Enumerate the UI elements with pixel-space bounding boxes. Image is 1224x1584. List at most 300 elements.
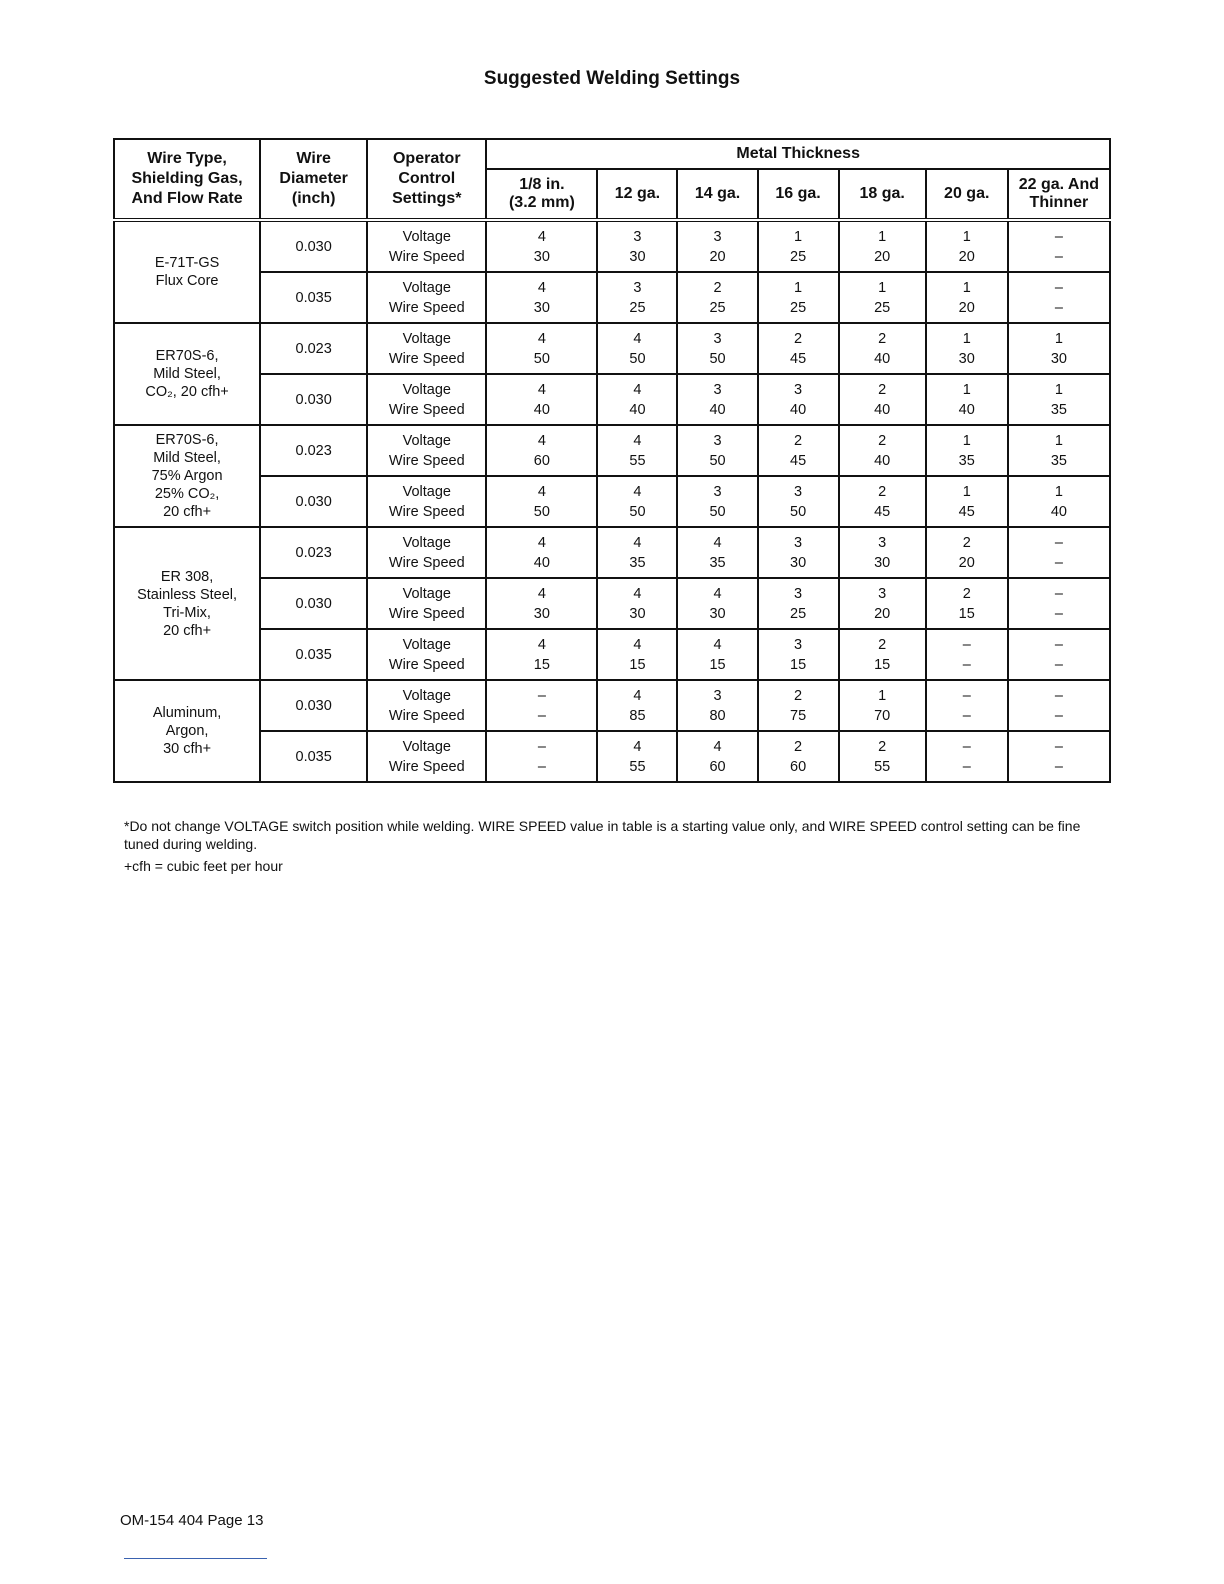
- wire-speed-value: 30: [629, 605, 646, 622]
- material-text-line: ER70S-6,: [155, 432, 219, 448]
- material-text-line: ER70S-6,: [155, 348, 219, 364]
- material-text-line: 20 cfh+: [163, 622, 212, 639]
- header-thickness: [597, 169, 677, 220]
- settings-label-line: Wire Speed: [388, 656, 465, 673]
- voltage-value: 1: [1054, 381, 1063, 398]
- table-row: [114, 425, 1110, 476]
- voltage-value: 1: [962, 279, 971, 296]
- wire-speed-value: 40: [709, 401, 726, 418]
- wire-speed-value: –: [537, 707, 546, 724]
- wire-speed-value: –: [1054, 605, 1063, 622]
- wire-speed-value: 50: [533, 503, 550, 520]
- material-text-line: Argon,: [165, 723, 209, 739]
- wire-speed-value: 50: [790, 503, 807, 520]
- wire-speed-value: –: [1054, 248, 1063, 265]
- wire-speed-value: 30: [533, 605, 550, 622]
- value-cell: [677, 323, 757, 374]
- voltage-value: 4: [537, 483, 546, 500]
- settings-label-line: Voltage: [402, 534, 451, 551]
- value-cell: [926, 680, 1008, 731]
- footer-rule: [124, 1558, 267, 1559]
- value-cell: [597, 629, 677, 680]
- settings-label-line: Wire Speed: [388, 605, 465, 622]
- voltage-value: –: [962, 738, 971, 755]
- settings-label-line: Wire Speed: [388, 503, 465, 520]
- material-cell: [114, 680, 260, 782]
- wire-speed-value: –: [962, 707, 971, 724]
- value-cell: [839, 527, 926, 578]
- wire-speed-value: 35: [629, 554, 646, 571]
- voltage-value: 3: [794, 636, 803, 653]
- header-text-line: Settings*: [392, 190, 462, 207]
- settings-label-line: Wire Speed: [388, 707, 465, 724]
- voltage-value: 4: [633, 381, 642, 398]
- value-cell: [1008, 476, 1110, 527]
- value-cell: [486, 629, 597, 680]
- value-cell: [839, 629, 926, 680]
- header-thickness: [677, 169, 757, 220]
- settings-label-cell: [367, 374, 486, 425]
- value-cell: [1008, 527, 1110, 578]
- wire-speed-value: 85: [629, 707, 646, 724]
- voltage-value: 3: [794, 534, 803, 551]
- wire-speed-value: 40: [1050, 503, 1067, 520]
- material-cell: [114, 527, 260, 680]
- value-cell: [839, 425, 926, 476]
- voltage-value: 4: [713, 738, 722, 755]
- wire-speed-value: 45: [958, 503, 975, 520]
- wire-speed-value: 50: [629, 503, 646, 520]
- settings-label-cell: [367, 272, 486, 323]
- diameter-cell: 0.030: [260, 578, 367, 629]
- settings-label-cell: [367, 680, 486, 731]
- value-cell: [926, 323, 1008, 374]
- voltage-value: 1: [878, 279, 887, 296]
- value-cell: [1008, 323, 1110, 374]
- value-cell: [839, 220, 926, 272]
- header-thickness: [926, 169, 1008, 220]
- voltage-value: 1: [794, 228, 803, 245]
- value-cell: [677, 578, 757, 629]
- value-cell: [926, 425, 1008, 476]
- wire-speed-value: 40: [533, 554, 550, 571]
- voltage-value: 1: [962, 228, 971, 245]
- value-cell: [597, 425, 677, 476]
- value-cell: [677, 731, 757, 782]
- material-text-line: 75% Argon: [151, 468, 223, 484]
- header-text-line: Control: [398, 170, 456, 187]
- voltage-value: 3: [794, 381, 803, 398]
- voltage-value: 4: [537, 228, 546, 245]
- table-header: [114, 139, 1110, 220]
- settings-label-cell: [367, 476, 486, 527]
- value-cell: [839, 731, 926, 782]
- value-cell: [839, 374, 926, 425]
- wire-speed-value: 40: [533, 401, 550, 418]
- voltage-value: 4: [537, 432, 546, 449]
- settings-label-line: Voltage: [402, 381, 451, 398]
- wire-speed-value: 25: [790, 248, 807, 265]
- voltage-value: –: [1054, 738, 1063, 755]
- wire-speed-value: 50: [709, 452, 726, 469]
- header-text-line: (3.2 mm): [508, 194, 575, 211]
- value-cell: [486, 578, 597, 629]
- settings-label-line: Wire Speed: [388, 350, 465, 367]
- table-row: [114, 220, 1110, 272]
- value-cell: [758, 527, 839, 578]
- voltage-value: 2: [962, 585, 971, 602]
- settings-label-cell: [367, 731, 486, 782]
- value-cell: [758, 731, 839, 782]
- header-wire-type: [114, 139, 260, 220]
- wire-speed-value: 20: [958, 248, 975, 265]
- value-cell: [597, 220, 677, 272]
- wire-speed-value: 20: [874, 248, 891, 265]
- wire-speed-value: 35: [958, 452, 975, 469]
- material-text-line: Mild Steel,: [153, 366, 221, 382]
- voltage-value: 2: [878, 432, 887, 449]
- settings-label-line: Voltage: [402, 585, 451, 602]
- voltage-value: 3: [713, 330, 722, 347]
- value-cell: [486, 425, 597, 476]
- value-cell: [1008, 272, 1110, 323]
- wire-speed-value: 75: [790, 707, 807, 724]
- value-cell: [926, 374, 1008, 425]
- voltage-value: 4: [537, 279, 546, 296]
- voltage-value: 4: [633, 330, 642, 347]
- wire-speed-value: 25: [709, 299, 726, 316]
- value-cell: [486, 476, 597, 527]
- voltage-value: 1: [962, 330, 971, 347]
- voltage-value: –: [1054, 636, 1063, 653]
- header-text-line: Wire Type,: [147, 150, 227, 167]
- value-cell: [926, 629, 1008, 680]
- value-cell: [677, 629, 757, 680]
- wire-speed-value: 25: [629, 299, 646, 316]
- value-cell: [597, 476, 677, 527]
- voltage-value: 2: [878, 738, 887, 755]
- wire-speed-value: 60: [533, 452, 550, 469]
- diameter-cell: 0.023: [260, 425, 367, 476]
- wire-speed-value: –: [1054, 758, 1063, 775]
- voltage-value: 2: [794, 738, 803, 755]
- wire-speed-value: 15: [790, 656, 807, 673]
- wire-speed-value: 25: [790, 299, 807, 316]
- material-text-line: E-71T-GS: [154, 255, 220, 271]
- value-cell: [758, 374, 839, 425]
- wire-speed-value: 35: [1050, 401, 1067, 418]
- voltage-value: 3: [794, 483, 803, 500]
- wire-speed-value: 55: [629, 758, 646, 775]
- voltage-value: 2: [794, 687, 803, 704]
- page-number: OM-154 404 Page 13: [120, 1512, 264, 1529]
- wire-speed-value: 55: [874, 758, 891, 775]
- settings-label-cell: [367, 629, 486, 680]
- voltage-value: 1: [878, 228, 887, 245]
- wire-speed-value: 20: [709, 248, 726, 265]
- settings-label-cell: [367, 578, 486, 629]
- voltage-value: 3: [713, 483, 722, 500]
- voltage-value: 4: [713, 636, 722, 653]
- material-cell: [114, 425, 260, 527]
- material-text-line: CO₂, 20 cfh+: [145, 384, 229, 400]
- material-text-line: Mild Steel,: [153, 450, 221, 466]
- value-cell: [677, 374, 757, 425]
- wire-speed-value: 30: [629, 248, 646, 265]
- wire-speed-value: 30: [709, 605, 726, 622]
- voltage-value: 4: [537, 381, 546, 398]
- settings-label-line: Voltage: [402, 636, 451, 653]
- voltage-value: 4: [713, 534, 722, 551]
- voltage-value: 4: [633, 534, 642, 551]
- value-cell: [926, 527, 1008, 578]
- settings-label-cell: [367, 220, 486, 272]
- page-title: Suggested Welding Settings: [483, 68, 741, 89]
- diameter-cell: 0.035: [260, 731, 367, 782]
- voltage-value: 4: [537, 585, 546, 602]
- header-thickness: [486, 169, 597, 220]
- wire-speed-value: 20: [958, 554, 975, 571]
- material-text-line: 30 cfh+: [163, 741, 212, 757]
- wire-speed-value: 15: [958, 605, 975, 622]
- wire-speed-value: 15: [709, 656, 726, 673]
- value-cell: [677, 272, 757, 323]
- voltage-value: –: [962, 636, 971, 653]
- voltage-value: –: [1054, 534, 1063, 551]
- value-cell: [1008, 731, 1110, 782]
- header-text-line: 12 ga.: [614, 185, 661, 202]
- wire-speed-value: 25: [790, 605, 807, 622]
- voltage-value: 2: [794, 330, 803, 347]
- voltage-value: 2: [878, 483, 887, 500]
- wire-speed-value: 50: [709, 350, 726, 367]
- material-cell: [114, 220, 260, 323]
- value-cell: [758, 323, 839, 374]
- voltage-value: 3: [878, 534, 887, 551]
- settings-label-line: Voltage: [402, 330, 451, 347]
- voltage-value: 1: [962, 381, 971, 398]
- value-cell: [758, 629, 839, 680]
- value-cell: [926, 272, 1008, 323]
- value-cell: [758, 272, 839, 323]
- material-text-line: 20 cfh+: [163, 504, 212, 520]
- wire-speed-value: 30: [533, 299, 550, 316]
- table-row: [114, 272, 1110, 323]
- wire-speed-value: 45: [790, 350, 807, 367]
- header-wire-diameter: [260, 139, 367, 220]
- wire-speed-value: 30: [790, 554, 807, 571]
- value-cell: [839, 578, 926, 629]
- settings-label-line: Wire Speed: [388, 248, 465, 265]
- value-cell: [926, 220, 1008, 272]
- wire-speed-value: 30: [958, 350, 975, 367]
- value-cell: [486, 374, 597, 425]
- header-text-line: 1/8 in.: [519, 176, 565, 193]
- voltage-value: 3: [713, 228, 722, 245]
- voltage-value: 1: [1054, 483, 1063, 500]
- diameter-cell: 0.035: [260, 272, 367, 323]
- voltage-value: 3: [878, 585, 887, 602]
- wire-speed-value: –: [1054, 299, 1063, 316]
- value-cell: [926, 731, 1008, 782]
- voltage-value: 2: [878, 636, 887, 653]
- settings-label-line: Voltage: [402, 279, 451, 296]
- wire-speed-value: 20: [874, 605, 891, 622]
- material-text-line: Flux Core: [155, 273, 219, 289]
- diameter-cell: 0.030: [260, 220, 367, 272]
- value-cell: [486, 527, 597, 578]
- settings-label-line: Voltage: [402, 483, 451, 500]
- header-text-line: And Flow Rate: [131, 190, 243, 207]
- wire-speed-value: 45: [790, 452, 807, 469]
- table-row: [114, 680, 1110, 731]
- voltage-value: 3: [633, 279, 642, 296]
- header-text-line: Wire: [296, 150, 331, 167]
- value-cell: [677, 476, 757, 527]
- value-cell: [839, 323, 926, 374]
- wire-speed-value: 40: [874, 350, 891, 367]
- header-text-line: 20 ga.: [944, 185, 990, 202]
- voltage-value: –: [962, 687, 971, 704]
- table-row: [114, 731, 1110, 782]
- settings-label-line: Wire Speed: [388, 299, 465, 316]
- value-cell: [597, 731, 677, 782]
- wire-speed-value: 20: [958, 299, 975, 316]
- material-cell: [114, 323, 260, 425]
- wire-speed-value: –: [1054, 656, 1063, 673]
- table-row: [114, 527, 1110, 578]
- wire-speed-value: 30: [1050, 350, 1067, 367]
- value-cell: [758, 680, 839, 731]
- header-text-line: Diameter: [279, 170, 348, 187]
- wire-speed-value: 40: [874, 401, 891, 418]
- voltage-value: 4: [537, 636, 546, 653]
- voltage-value: –: [537, 687, 546, 704]
- diameter-cell: 0.030: [260, 374, 367, 425]
- settings-label-line: Voltage: [402, 738, 451, 755]
- value-cell: [597, 680, 677, 731]
- header-thickness: [839, 169, 926, 220]
- value-cell: [677, 220, 757, 272]
- value-cell: [486, 323, 597, 374]
- voltage-value: –: [1054, 585, 1063, 602]
- wire-speed-value: 80: [709, 707, 726, 724]
- value-cell: [926, 578, 1008, 629]
- wire-speed-value: 35: [709, 554, 726, 571]
- header-thickness: [758, 169, 839, 220]
- header-text-line: Shielding Gas,: [131, 170, 243, 187]
- wire-speed-value: 60: [709, 758, 726, 775]
- wire-speed-value: 30: [533, 248, 550, 265]
- voltage-value: 2: [794, 432, 803, 449]
- wire-speed-value: 40: [790, 401, 807, 418]
- voltage-value: 3: [713, 432, 722, 449]
- wire-speed-value: –: [962, 656, 971, 673]
- value-cell: [926, 476, 1008, 527]
- wire-speed-value: –: [537, 758, 546, 775]
- voltage-value: 4: [633, 636, 642, 653]
- voltage-value: 4: [633, 483, 642, 500]
- wire-speed-value: 55: [629, 452, 646, 469]
- voltage-value: 1: [794, 279, 803, 296]
- material-text-line: 25% CO₂,: [154, 486, 220, 502]
- table-row: [114, 629, 1110, 680]
- wire-speed-value: 15: [629, 656, 646, 673]
- value-cell: [758, 476, 839, 527]
- diameter-cell: 0.023: [260, 527, 367, 578]
- material-text-line: Stainless Steel,: [137, 586, 238, 603]
- wire-speed-value: 15: [533, 656, 550, 673]
- wire-speed-value: 70: [874, 707, 891, 724]
- header-text-line: Operator: [392, 150, 461, 167]
- voltage-value: 1: [878, 687, 887, 704]
- value-cell: [677, 680, 757, 731]
- voltage-value: 3: [633, 228, 642, 245]
- settings-label-line: Voltage: [402, 687, 451, 704]
- voltage-value: –: [1054, 279, 1063, 296]
- value-cell: [597, 374, 677, 425]
- voltage-value: 1: [962, 432, 971, 449]
- material-text-line: ER 308,: [160, 568, 214, 585]
- voltage-value: –: [537, 738, 546, 755]
- settings-label-line: Voltage: [402, 432, 451, 449]
- value-cell: [486, 731, 597, 782]
- value-cell: [758, 578, 839, 629]
- value-cell: [758, 220, 839, 272]
- cfh-footnote: +cfh = cubic feet per hour: [124, 858, 283, 874]
- voltage-value: 1: [962, 483, 971, 500]
- diameter-cell: 0.030: [260, 680, 367, 731]
- value-cell: [486, 272, 597, 323]
- voltage-value: 4: [633, 687, 642, 704]
- value-cell: [1008, 425, 1110, 476]
- value-cell: [839, 272, 926, 323]
- voltage-value: 2: [878, 381, 887, 398]
- wire-speed-value: 40: [874, 452, 891, 469]
- wire-speed-value: 50: [709, 503, 726, 520]
- settings-label-cell: [367, 425, 486, 476]
- voltage-value: 3: [794, 585, 803, 602]
- value-cell: [597, 272, 677, 323]
- wire-speed-value: 40: [629, 401, 646, 418]
- table-row: [114, 578, 1110, 629]
- voltage-value: 4: [633, 432, 642, 449]
- table-row: [114, 323, 1110, 374]
- welding-settings-table: [113, 138, 1111, 783]
- wire-speed-value: 60: [790, 758, 807, 775]
- voltage-value: 1: [1054, 432, 1063, 449]
- wire-speed-value: 50: [533, 350, 550, 367]
- settings-label-cell: [367, 323, 486, 374]
- value-cell: [1008, 578, 1110, 629]
- voltage-value: –: [1054, 687, 1063, 704]
- header-thickness: [1008, 169, 1110, 220]
- settings-label-line: Wire Speed: [388, 554, 465, 571]
- operator-footnote: *Do not change VOLTAGE switch position while welding. WIRE SPEED value in table is a starting value only, and WIRE SPEED control setting can be fine tuned during welding.: [124, 818, 1081, 852]
- header-operator-settings: [367, 139, 486, 220]
- wire-speed-value: 50: [629, 350, 646, 367]
- material-text-line: Tri-Mix,: [163, 604, 211, 621]
- diameter-cell: 0.035: [260, 629, 367, 680]
- value-cell: [1008, 220, 1110, 272]
- value-cell: [758, 425, 839, 476]
- value-cell: [677, 425, 757, 476]
- wire-speed-value: 15: [874, 656, 891, 673]
- header-text-line: Thinner: [1029, 194, 1089, 211]
- diameter-cell: 0.023: [260, 323, 367, 374]
- header-text-line: 18 ga.: [859, 185, 905, 202]
- table-row: [114, 476, 1110, 527]
